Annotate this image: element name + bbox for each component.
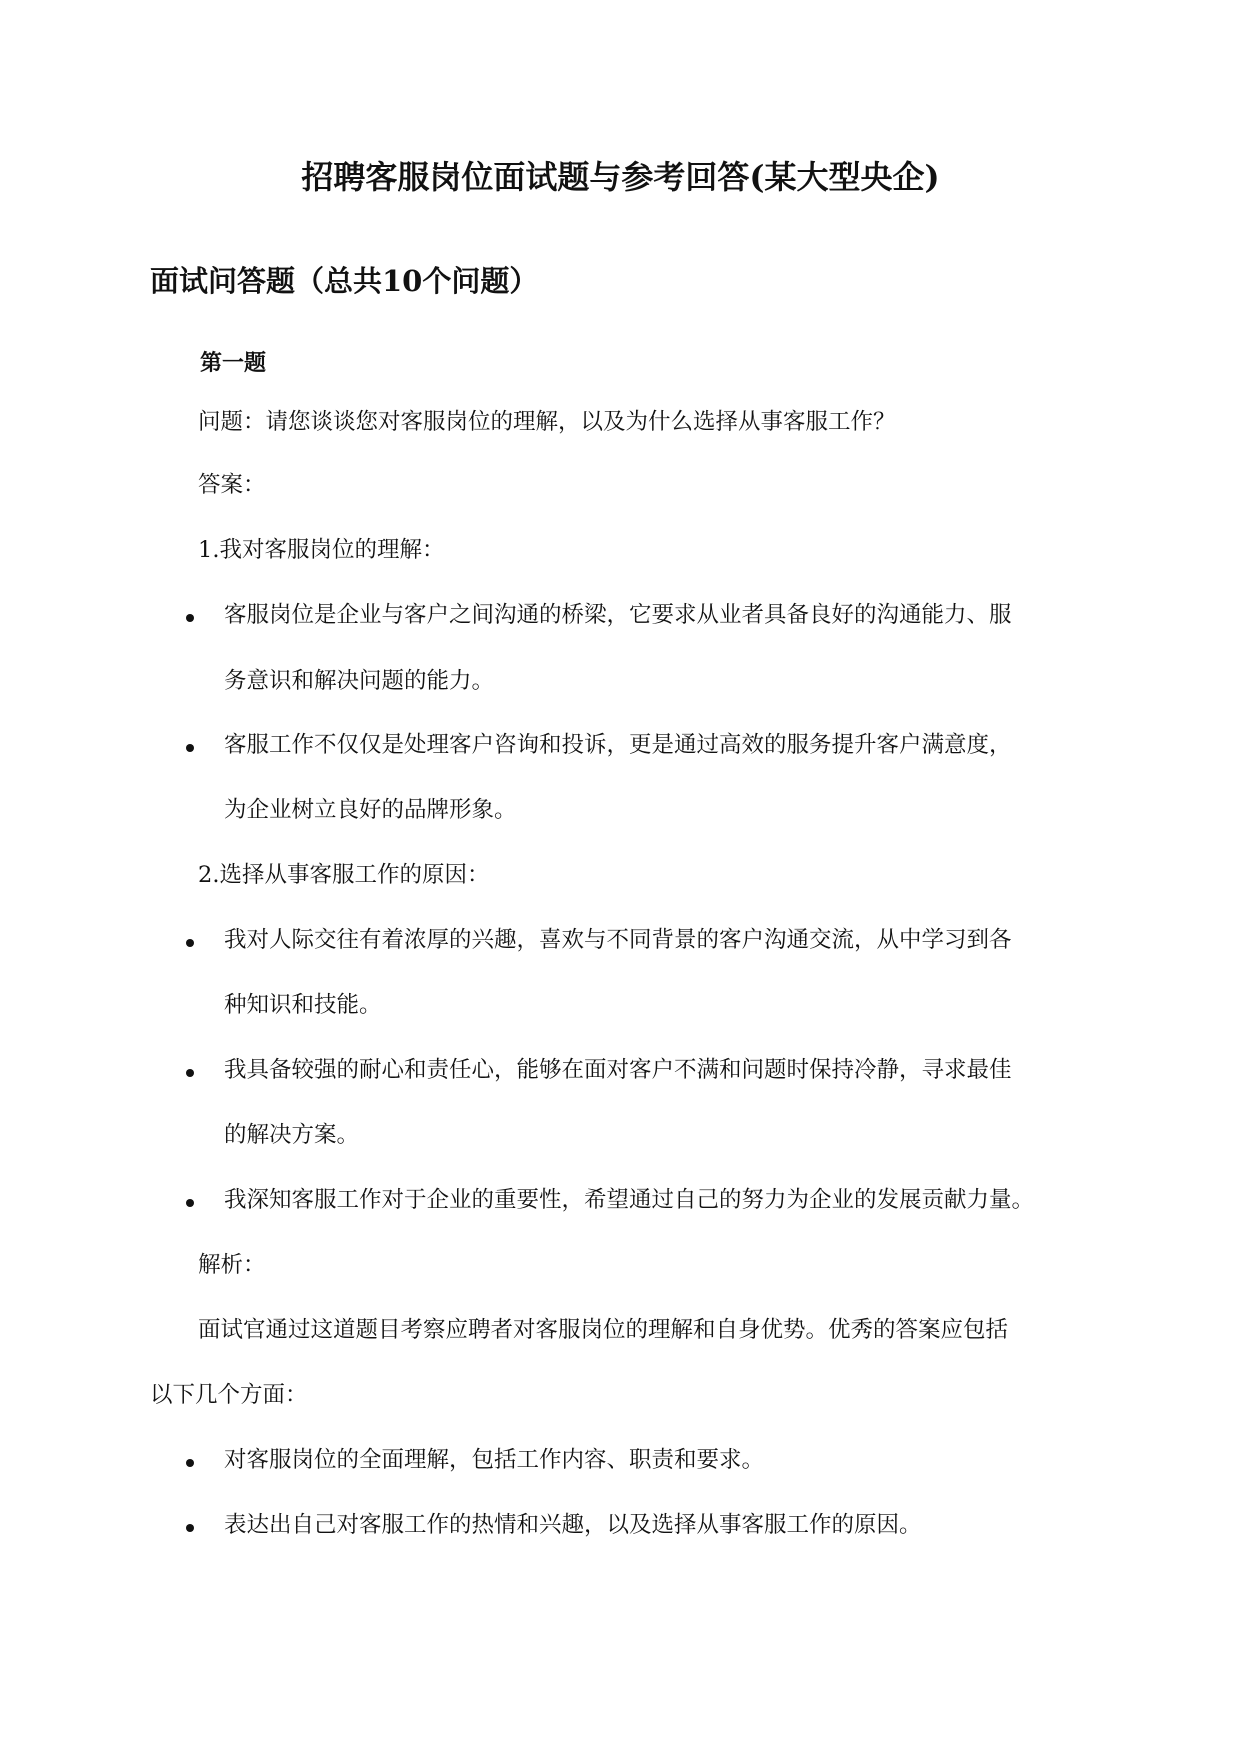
question-heading: 第一题 [200,350,267,376]
part2-heading: 2.选择从事客服工作的原因： [198,862,490,888]
answer-label: 答案： [198,472,266,498]
list-item-line: 对客服岗位的全面理解，包括工作内容、职责和要求。 [224,1447,765,1473]
list-item-line: 表达出自己对客服工作的热情和兴趣，以及选择从事客服工作的原因。 [224,1512,922,1538]
bullet-icon [186,1459,194,1467]
bullet-icon [186,1199,194,1207]
question-text: 问题：请您谈谈您对客服岗位的理解，以及为什么选择从事客服工作？ [198,409,896,435]
bullet-icon [186,1069,194,1077]
section-heading: 面试问答题（总共10个问题） [150,264,539,298]
bullet-icon [186,1524,194,1532]
analysis-paragraph-line: 面试官通过这道题目考察应聘者对客服岗位的理解和自身优势。优秀的答案应包括 [198,1317,1009,1343]
list-item-line: 客服岗位是企业与客户之间沟通的桥梁，它要求从业者具备良好的沟通能力、服 [224,602,1012,628]
list-item-line: 我对人际交往有着浓厚的兴趣，喜欢与不同背景的客户沟通交流，从中学习到各 [224,927,1012,953]
bullet-icon [186,939,194,947]
bullet-icon [186,744,194,752]
list-item-line: 种知识和技能。 [224,992,382,1018]
list-item-line: 我具备较强的耐心和责任心，能够在面对客户不满和问题时保持冷静，寻求最佳 [224,1057,1012,1083]
list-item-line: 的解决方案。 [224,1122,360,1148]
part1-heading: 1.我对客服岗位的理解： [198,537,445,563]
list-item-line: 我深知客服工作对于企业的重要性，希望通过自己的努力为企业的发展贡献力量。 [224,1187,1035,1213]
analysis-paragraph-line: 以下几个方面： [150,1382,308,1408]
list-item-line: 客服工作不仅仅是处理客户咨询和投诉，更是通过高效的服务提升客户满意度， [224,732,1012,758]
list-item-line: 为企业树立良好的品牌形象。 [224,797,517,823]
list-item-line: 务意识和解决问题的能力。 [224,668,495,694]
document-title: 招聘客服岗位面试题与参考回答(某大型央企) [301,158,940,196]
bullet-icon [186,614,194,622]
analysis-label: 解析： [198,1252,266,1278]
